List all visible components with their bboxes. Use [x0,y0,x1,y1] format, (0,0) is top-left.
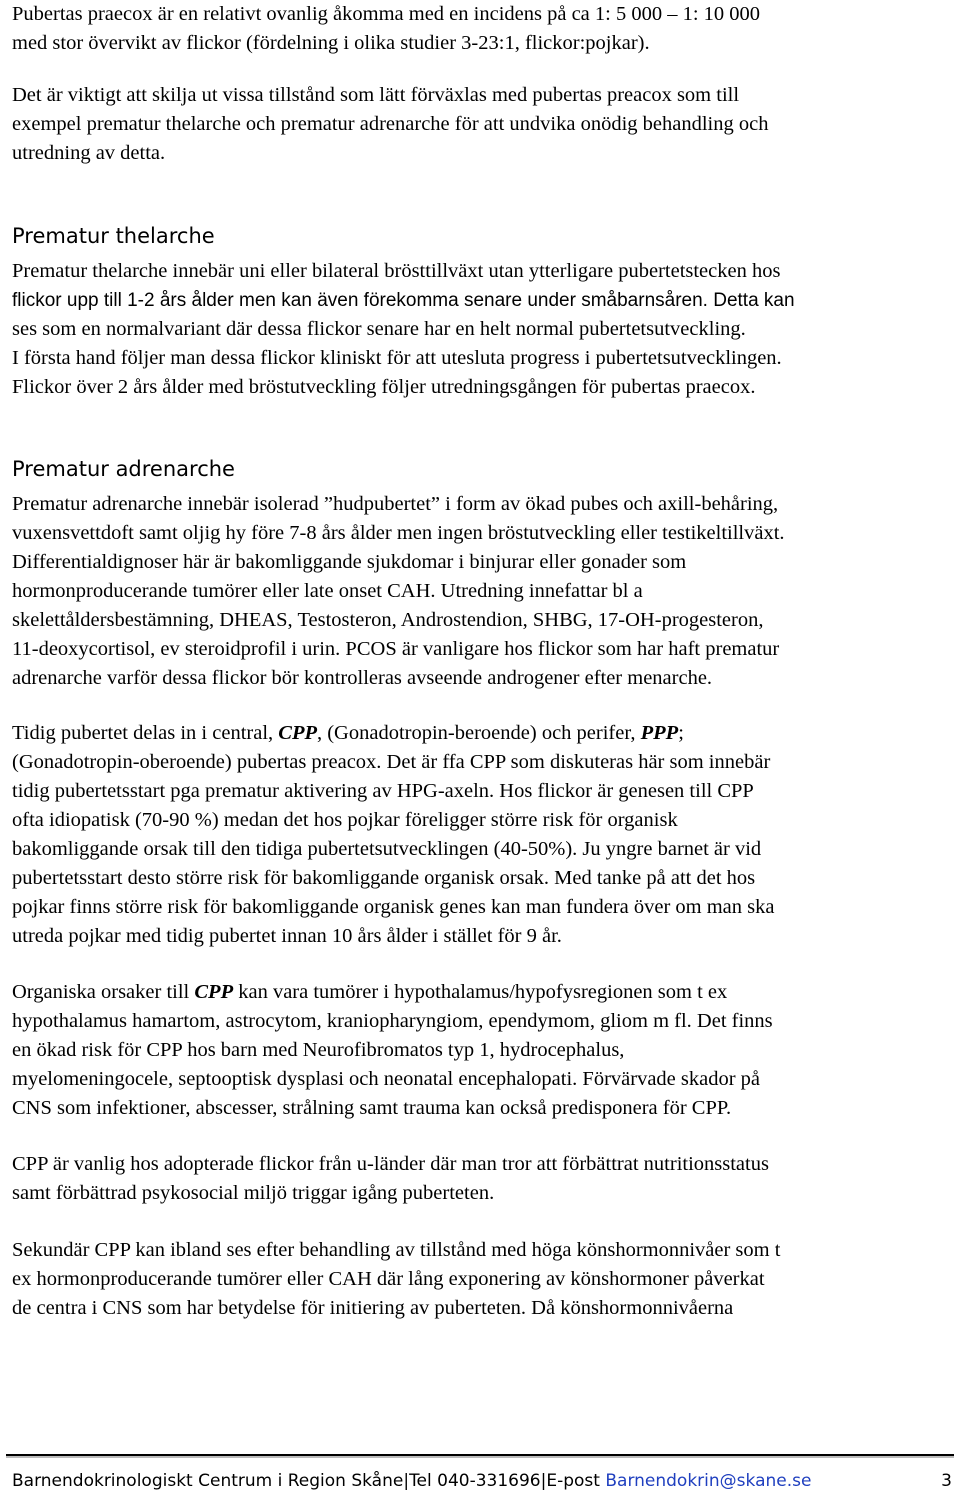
text-line: skelettåldersbestämning, DHEAS, Testosteron, Androstendion, SHBG, 17-OH-progesteron, [12,609,764,631]
text-run: Organiska orsaker till [12,981,195,1003]
text-line: myelomeningocele, septooptisk dysplasi och neonatal encephalopati. Förvärvade skador på [12,1068,761,1090]
ppp-term: PPP [640,722,679,744]
section-heading-adrenarche: Prematur adrenarche [12,457,235,481]
text-line: CPP är vanlig hos adopterade flickor från u-länder där man tror att förbättrat nutritionsstatus [12,1153,769,1175]
text-line: CNS som infektioner, abscesser, strålning samt trauma kan också predisponera för CPP. [12,1097,732,1119]
text-line: en ökad risk för CPP hos barn med Neurofibromatos typ 1, hydrocephalus, [12,1039,625,1061]
intro-paragraph-2 [12,81,952,168]
adrenarche-paragraph [12,490,952,693]
text-line: pojkar finns större risk för bakomliggande organisk genes kan man fundera över om man ska [12,896,775,918]
text-line: samt förbättrad psykosocial miljö triggar igång puberteten. [12,1182,495,1204]
footer-separator: | [540,1471,547,1491]
text-line: ses som en normalvariant där dessa flickor senare har en helt normal pubertetsutveckling. [12,318,746,340]
text-line: ex hormonproducerande tumörer eller CAH där lång exponering av könshormoner påverkat [12,1268,765,1290]
footer-email-label: E-post [546,1471,606,1491]
text-line: 11-deoxycortisol, ev steroidprofil i urin. PCOS är vanligare hos flickor som har haft prematur [12,638,780,660]
text-line: Prematur adrenarche innebär isolerad ”hudpubertet” i form av ökad pubes och axill-behåring, [12,493,779,515]
adopterade-paragraph [12,1150,952,1208]
page-footer [12,1469,952,1493]
text-line: Prematur thelarche innebär uni eller bilateral brösttillväxt utan ytterligare pubertetstecken hos [12,260,781,282]
page-number: 3 [941,1471,952,1491]
text-line: adrenarche varför dessa flickor bör kontrolleras avseende androgener efter menarche. [12,667,713,689]
text-run: ; [678,722,684,744]
text-line: tidig pubertetsstart pga prematur aktivering av HPG-axeln. Hos flickor är genesen till CPP [12,780,754,802]
text-line: utredning av detta. [12,142,166,164]
text-run: , (Gonadotropin-beroende) och perifer, [316,722,641,744]
text-line: pubertetsstart desto större risk för bakomliggande organisk orsak. Med tanke på att det hos [12,867,756,889]
text-line: utreda pojkar med tidig pubertet innan 10 års ålder i stället för 9 år. [12,925,562,947]
text-line: med stor övervikt av flickor (fördelning i olika studier 3-23:1, flickor:pojkar). [12,32,650,54]
organiska-orsaker-paragraph [12,978,952,1123]
text-line: hypothalamus hamartom, astrocytom, kraniopharyngiom, ependymom, gliom m fl. Det finns [12,1010,773,1032]
sekundar-cpp-paragraph [12,1236,952,1323]
text-line: exempel prematur thelarche och prematur adrenarche för att undvika onödig behandling och [12,113,769,135]
footer-organization: Barnendokrinologiskt Centrum i Region Skåne [12,1471,404,1491]
text-run: kan vara tumörer i hypothalamus/hypofysregionen som t ex [233,981,728,1003]
text-line: Differentialdignoser här är bakomliggande sjukdomar i binjurar eller gonader som [12,551,687,573]
text-line [12,719,952,748]
text-line: de centra i CNS som har betydelse för initiering av puberteten. Då könshormonnivåerna [12,1297,734,1319]
text-line: ofta idiopatisk (70-90 %) medan det hos pojkar föreligger större risk för organisk [12,809,678,831]
text-run: Tidig pubertet delas in i central, [12,722,279,744]
footer-separator: | [403,1471,410,1491]
text-line: Det är viktigt att skilja ut vissa tillstånd som lätt förväxlas med pubertas preacox som till [12,84,740,106]
cpp-term: CPP [194,981,234,1003]
footer-divider [6,1454,954,1456]
tidig-pubertet-paragraph [12,719,952,951]
thelarche-paragraph [12,257,952,402]
text-line: vuxensvettdoft samt oljig hy före 7-8 års ålder men ingen bröstutveckling eller testikeltillväxt. [12,522,785,544]
section-heading-thelarche: Prematur thelarche [12,224,215,248]
text-line: hormonproducerande tumörer eller late onset CAH. Utredning innefattar bl a [12,580,643,602]
text-line: bakomliggande orsak till den tidiga pubertetsutvecklingen (40-50%). Ju yngre barnet är vid [12,838,762,860]
cpp-term: CPP [278,722,317,744]
text-line [12,978,952,1007]
text-line: Sekundär CPP kan ibland ses efter behandling av tillstånd med höga könshormonnivåer som t [12,1239,781,1261]
text-line: I första hand följer man dessa flickor kliniskt för att utesluta progress i pubertetsutvecklingen. [12,347,782,369]
intro-paragraph-1 [12,0,952,58]
footer-phone: Tel 040-331696 [409,1471,541,1491]
text-line: Flickor över 2 års ålder med bröstutveckling följer utredningsgången för pubertas praecox. [12,376,756,398]
footer-email-link[interactable]: Barnendokrin@skane.se [605,1471,812,1491]
text-line: flickor upp till 1-2 års ålder men kan även förekomma senare under småbarnsåren. Detta kan [12,290,795,311]
text-line: (Gonadotropin-oberoende) pubertas preacox. Det är ffa CPP som diskuteras här som innebär [12,751,771,773]
text-line: Pubertas praecox är en relativt ovanlig åkomma med en incidens på ca 1: 5 000 – 1: 10 000 [12,3,761,25]
